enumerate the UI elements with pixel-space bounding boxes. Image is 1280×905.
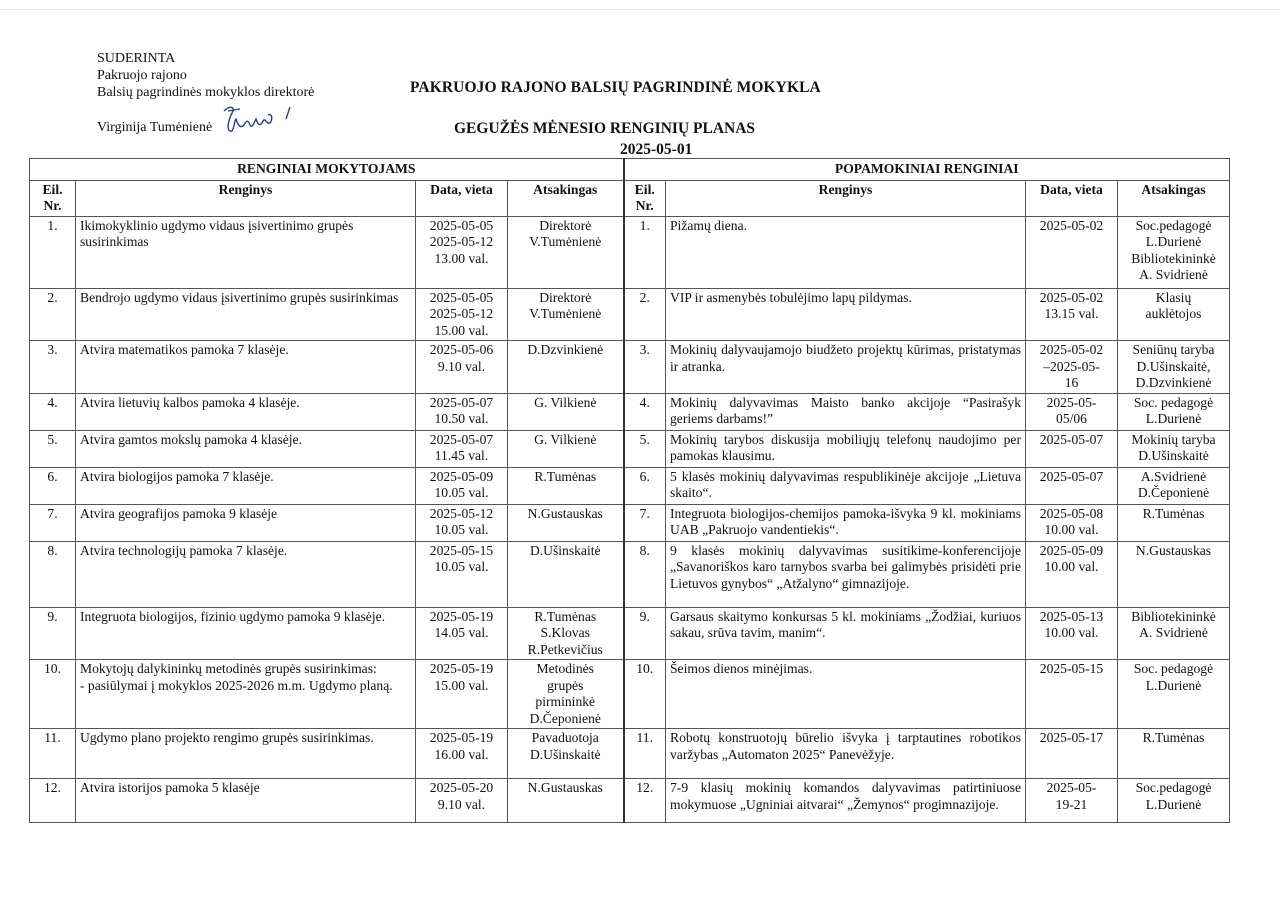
row-date-left: 2025-05-05 2025-05-12 15.00 val. [416, 288, 508, 341]
row-nr-right: 4. [624, 393, 666, 430]
row-nr-right: 6. [624, 467, 666, 504]
row-nr-left: 12. [30, 779, 76, 823]
row-event-right: Garsaus skaitymo konkursas 5 kl. mokiniams „Žodžiai, kuriuos sakau, srūva tavim, manim“. [666, 607, 1026, 660]
row-nr-left: 3. [30, 341, 76, 394]
row-date-left: 2025-05-12 10.05 val. [416, 504, 508, 541]
row-date-right: 2025-05- 19-21 [1026, 779, 1118, 823]
row-responsible-left: G. Vilkienė [508, 393, 624, 430]
row-responsible-right: Mokinių taryba D.Ušinskaitė [1118, 430, 1230, 467]
row-date-left: 2025-05-07 11.45 val. [416, 430, 508, 467]
row-nr-right: 9. [624, 607, 666, 660]
row-date-left: 2025-05-19 14.05 val. [416, 607, 508, 660]
col-event: Renginys [76, 180, 416, 216]
row-nr-left: 10. [30, 660, 76, 729]
row-event-left: Ugdymo plano projekto rengimo grupės susirinkimas. [76, 729, 416, 779]
row-event-right: 7-9 klasių mokinių komandos dalyvavimas patirtiniuose mokymuose „Ugniniai aitvarai“ „Žemynos“ progimnazijoje. [666, 779, 1026, 823]
row-date-right: 2025-05-08 10.00 val. [1026, 504, 1118, 541]
row-responsible-right: N.Gustauskas [1118, 541, 1230, 607]
col-event-right: Renginys [666, 180, 1026, 216]
row-responsible-right: Soc.pedagogė L.Durienė [1118, 779, 1230, 823]
section-teachers: RENGINIAI MOKYTOJAMS [30, 159, 624, 181]
table-row [30, 779, 1230, 823]
col-nr: Eil. Nr. [30, 180, 76, 216]
row-responsible-right: R.Tumėnas [1118, 504, 1230, 541]
row-responsible-right: Soc.pedagogė L.Durienė Bibliotekininkė A. Svidrienė [1118, 216, 1230, 288]
row-nr-right: 10. [624, 660, 666, 729]
row-responsible-left: Direktorė V.Tumėnienė [508, 288, 624, 341]
row-nr-left: 8. [30, 541, 76, 607]
plan-date: 2025-05-01 [620, 141, 693, 158]
table-row [30, 607, 1230, 660]
col-nr-right: Eil. Nr. [624, 180, 666, 216]
table-row [30, 216, 1230, 288]
approval-line-1: Pakruojo rajono [97, 68, 187, 83]
row-event-right: Robotų konstruotojų būrelio išvyka į tarptautines robotikos varžybas „Automaton 2025“ Panevėžyje. [666, 729, 1026, 779]
row-event-left: Atvira matematikos pamoka 7 klasėje. [76, 341, 416, 394]
row-responsible-right: Soc. pedagogė L.Durienė [1118, 393, 1230, 430]
row-responsible-left: D.Ušinskaitė [508, 541, 624, 607]
row-responsible-left: R.Tumėnas S.Klovas R.Petkevičius [508, 607, 624, 660]
row-date-right: 2025-05-07 [1026, 430, 1118, 467]
plan-title: GEGUŽĖS MĖNESIO RENGINIŲ PLANAS [454, 120, 756, 137]
row-event-right: Mokinių tarybos diskusija mobiliųjų telefonų naudojimo per pamokas klausimu. [666, 430, 1026, 467]
row-nr-left: 11. [30, 729, 76, 779]
row-date-right: 2025-05-13 10.00 val. [1026, 607, 1118, 660]
row-event-left: Atvira lietuvių kalbos pamoka 4 klasėje. [76, 393, 416, 430]
row-event-left: Atvira geografijos pamoka 9 klasėje [76, 504, 416, 541]
row-event-left: Ikimokyklinio ugdymo vidaus įsivertinimo grupės susirinkimas [76, 216, 416, 288]
approval-line-2: Balsių pagrindinės mokyklos direktorė [97, 85, 315, 100]
school-name: PAKRUOJO RAJONO BALSIŲ PAGRINDINĖ MOKYKLA [410, 79, 821, 96]
row-responsible-right: Klasių auklėtojos [1118, 288, 1230, 341]
row-event-left: Integruota biologijos, fizinio ugdymo pamoka 9 klasėje. [76, 607, 416, 660]
row-responsible-right: Seniūnų taryba D.Ušinskaitė, D.Dzvinkienė [1118, 341, 1230, 394]
row-event-left: Atvira biologijos pamoka 7 klasėje. [76, 467, 416, 504]
row-responsible-left: Pavaduotoja D.Ušinskaitė [508, 729, 624, 779]
row-date-right: 2025-05-02 –2025-05- 16 [1026, 341, 1118, 394]
row-nr-left: 1. [30, 216, 76, 288]
row-nr-right: 5. [624, 430, 666, 467]
col-responsible-right: Atsakingas [1118, 180, 1230, 216]
row-responsible-right: Bibliotekininkė A. Svidrienė [1118, 607, 1230, 660]
row-nr-left: 2. [30, 288, 76, 341]
row-responsible-left: R.Tumėnas [508, 467, 624, 504]
table-row [30, 393, 1230, 430]
row-nr-right: 2. [624, 288, 666, 341]
row-event-right: VIP ir asmenybės tobulėjimo lapų pildymas. [666, 288, 1026, 341]
row-event-left: Bendrojo ugdymo vidaus įsivertinimo grupės susirinkimas [76, 288, 416, 341]
row-date-right: 2025-05-02 13.15 val. [1026, 288, 1118, 341]
row-responsible-left: N.Gustauskas [508, 504, 624, 541]
row-event-right: 9 klasės mokinių dalyvavimas susitikime-konferencijoje „Savanoriškos karo tarnybos svarba bei galimybės prisidėti prie Lietuvos gynybos“ „Atžalyno“ gimnazijoje. [666, 541, 1026, 607]
events-table [29, 158, 1230, 823]
section-extracurricular: POPAMOKINIAI RENGINIAI [624, 159, 1230, 181]
row-responsible-left: Direktorė V.Tumėnienė [508, 216, 624, 288]
col-responsible: Atsakingas [508, 180, 624, 216]
table-row [30, 729, 1230, 779]
row-date-right: 2025-05-17 [1026, 729, 1118, 779]
table-row [30, 660, 1230, 729]
row-date-left: 2025-05-20 9.10 val. [416, 779, 508, 823]
table-row [30, 430, 1230, 467]
row-event-left: Atvira gamtos mokslų pamoka 4 klasėje. [76, 430, 416, 467]
row-event-right: 5 klasės mokinių dalyvavimas respublikinėje akcijoje „Lietuva skaito“. [666, 467, 1026, 504]
row-date-right: 2025-05-15 [1026, 660, 1118, 729]
row-date-left: 2025-05-19 15.00 val. [416, 660, 508, 729]
row-nr-left: 9. [30, 607, 76, 660]
row-responsible-left: Metodinės grupės pirmininkė D.Čeponienė [508, 660, 624, 729]
row-nr-left: 5. [30, 430, 76, 467]
row-event-left: Atvira technologijų pamoka 7 klasėje. [76, 541, 416, 607]
approval-signer: Virginija Tumėnienė [97, 119, 213, 135]
col-date-place: Data, vieta [416, 180, 508, 216]
approval-block [97, 50, 314, 139]
page-top-border [0, 9, 1280, 10]
row-nr-right: 8. [624, 541, 666, 607]
row-nr-right: 1. [624, 216, 666, 288]
row-responsible-right: A.Svidrienė D.Čeponienė [1118, 467, 1230, 504]
row-date-left: 2025-05-06 9.10 val. [416, 341, 508, 394]
row-date-right: 2025-05-09 10.00 val. [1026, 541, 1118, 607]
row-event-right: Šeimos dienos minėjimas. [666, 660, 1026, 729]
row-date-left: 2025-05-05 2025-05-12 13.00 val. [416, 216, 508, 288]
row-responsible-left: G. Vilkienė [508, 430, 624, 467]
row-responsible-right: Soc. pedagogė L.Durienė [1118, 660, 1230, 729]
table-row [30, 504, 1230, 541]
row-date-left: 2025-05-07 10.50 val. [416, 393, 508, 430]
row-event-left: Mokytojų dalykininkų metodinės grupės susirinkimas: - pasiūlymai į mokyklos 2025-2026 m.m. Ugdymo planą. [76, 660, 416, 729]
table-row [30, 341, 1230, 394]
row-nr-right: 11. [624, 729, 666, 779]
row-date-left: 2025-05-09 10.05 val. [416, 467, 508, 504]
row-nr-left: 7. [30, 504, 76, 541]
row-nr-left: 4. [30, 393, 76, 430]
row-nr-right: 3. [624, 341, 666, 394]
row-date-right: 2025-05-02 [1026, 216, 1118, 288]
table-row [30, 467, 1230, 504]
row-responsible-left: N.Gustauskas [508, 779, 624, 823]
row-responsible-left: D.Dzvinkienė [508, 341, 624, 394]
approval-title: SUDERINTA [97, 51, 176, 66]
row-event-right: Mokinių dalyvaujamojo biudžeto projektų kūrimas, pristatymas ir atranka. [666, 341, 1026, 394]
row-event-right: Pižamų diena. [666, 216, 1026, 288]
row-date-right: 2025-05-07 [1026, 467, 1118, 504]
row-nr-left: 6. [30, 467, 76, 504]
row-responsible-right: R.Tumėnas [1118, 729, 1230, 779]
table-row [30, 288, 1230, 341]
row-date-left: 2025-05-15 10.05 val. [416, 541, 508, 607]
row-nr-right: 12. [624, 779, 666, 823]
row-event-right: Integruota biologijos-chemijos pamoka-išvyka 9 kl. mokiniams UAB „Pakruojo vandentiekis“. [666, 504, 1026, 541]
row-date-left: 2025-05-19 16.00 val. [416, 729, 508, 779]
col-date-right: Data, vieta [1026, 180, 1118, 216]
row-date-right: 2025-05- 05/06 [1026, 393, 1118, 430]
signature-image [220, 101, 300, 139]
row-event-right: Mokinių dalyvavimas Maisto banko akcijoje “Pasirašyk geriems darbams!” [666, 393, 1026, 430]
row-event-left: Atvira istorijos pamoka 5 klasėje [76, 779, 416, 823]
table-row [30, 541, 1230, 607]
row-nr-right: 7. [624, 504, 666, 541]
